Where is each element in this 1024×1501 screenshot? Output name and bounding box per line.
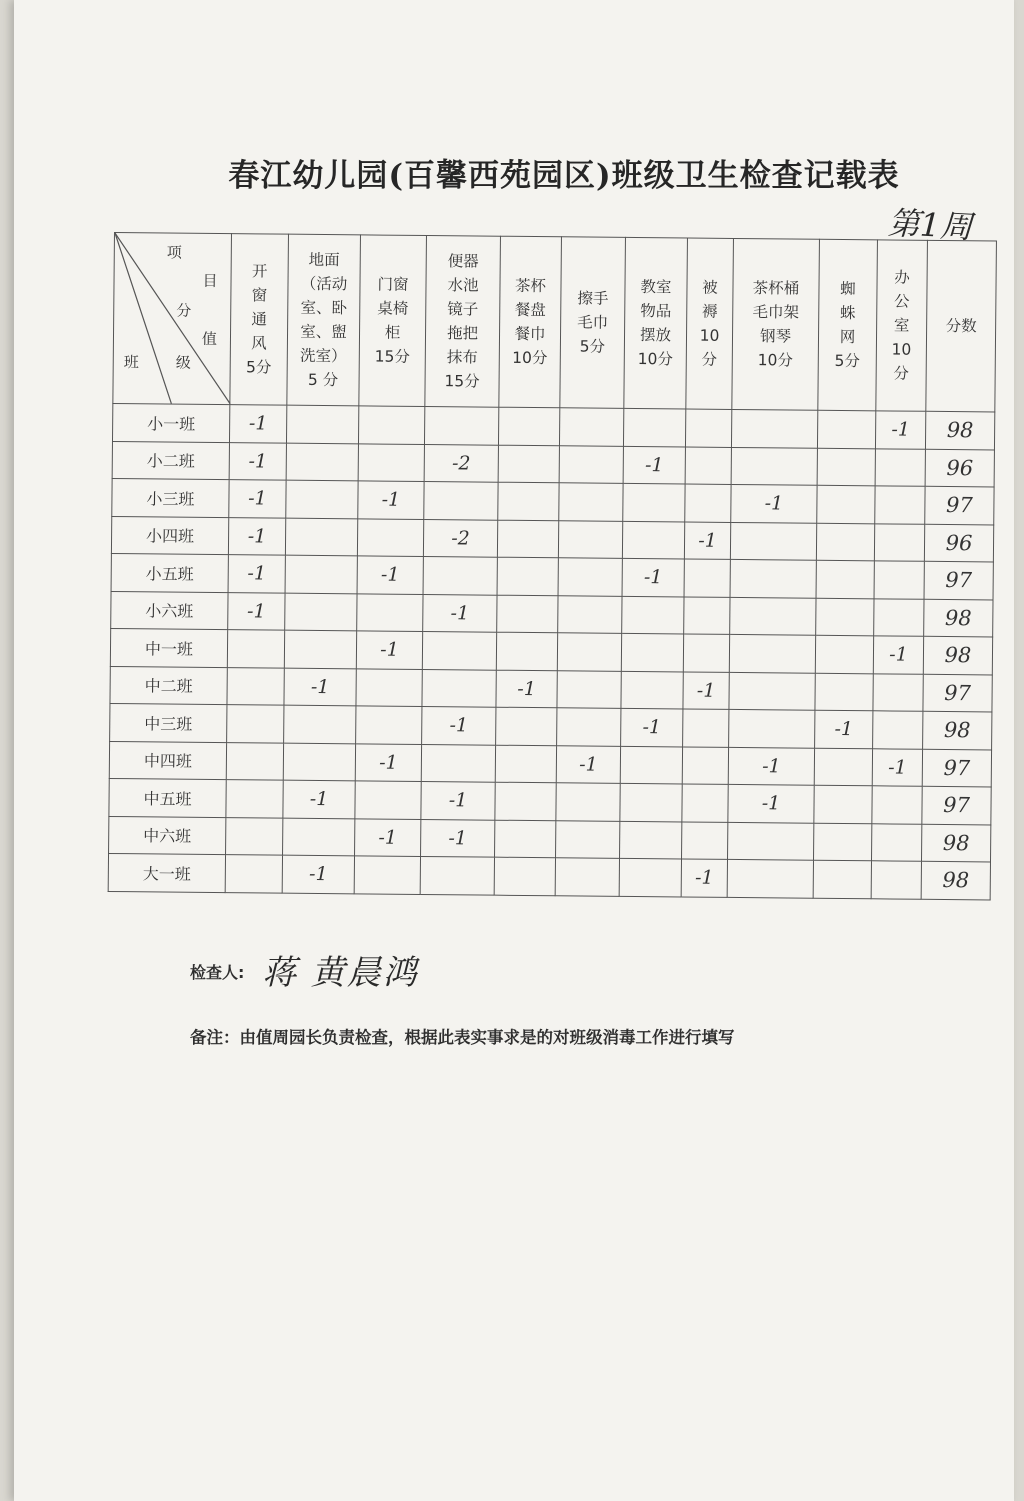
deduction-cell	[685, 484, 731, 522]
column-header-line: 办	[894, 268, 910, 287]
class-name-cell: 小一班	[112, 403, 229, 442]
column-header-line: 分	[893, 364, 910, 383]
column-header-line: 5分	[834, 351, 861, 371]
deduction-cell	[731, 447, 817, 485]
page-title: 春江幼儿园(百馨西苑园区)班级卫生检查记载表	[228, 158, 900, 194]
class-name-cell: 小六班	[111, 591, 228, 630]
deduction-cell	[814, 823, 872, 861]
deduction-cell	[422, 631, 496, 669]
column-header-line: 餐盘	[514, 300, 546, 320]
deduction-cell	[559, 408, 623, 446]
deduction-cell	[498, 482, 559, 520]
deduction-cell	[731, 409, 817, 447]
column-header-line: 5 分	[307, 370, 339, 390]
deduction-cell	[622, 521, 684, 559]
deduction-cell	[558, 520, 622, 558]
deduction-cell	[285, 518, 357, 556]
deduction-cell	[225, 855, 282, 893]
score-cell: 96	[924, 524, 993, 562]
class-name-cell: 小三班	[112, 478, 229, 517]
deduction-cell	[729, 709, 815, 747]
corner-level-char: 级	[175, 353, 191, 372]
deduction-cell: -1	[496, 670, 557, 708]
deduction-cell	[284, 630, 356, 668]
deduction-cell	[356, 706, 422, 744]
column-header-3	[425, 235, 501, 407]
deduction-cell	[817, 410, 875, 448]
deduction-cell	[286, 480, 358, 518]
column-header-6	[624, 237, 688, 409]
deduction-cell	[683, 709, 729, 747]
deduction-cell	[817, 448, 875, 486]
inspector-signature: 蒋 黄晨鸿	[262, 953, 419, 993]
column-header-line: 开	[251, 262, 268, 281]
column-header-line: 毛巾	[577, 313, 609, 332]
column-header-line: 室	[893, 316, 910, 335]
column-header-line: 窗	[251, 286, 268, 305]
score-cell: 98	[921, 824, 990, 862]
deduction-cell	[283, 743, 355, 781]
deduction-cell: -1	[355, 743, 421, 781]
deduction-cell	[729, 672, 815, 710]
deduction-cell	[286, 443, 358, 481]
score-cell: 98	[923, 711, 992, 749]
deduction-cell	[683, 634, 729, 672]
column-header-line: 室、盥	[300, 322, 347, 342]
deduction-cell: -1	[621, 708, 683, 746]
corner-header-cell	[113, 233, 232, 405]
corner-class-char: 班	[123, 353, 139, 372]
deduction-cell	[495, 820, 556, 858]
deduction-cell	[815, 673, 873, 711]
deduction-cell: -1	[872, 748, 922, 786]
corner-value-char: 值	[201, 329, 218, 348]
deduction-cell	[619, 858, 681, 896]
deduction-cell	[730, 559, 816, 597]
deduction-cell: -1	[421, 819, 495, 857]
deduction-cell: -1	[728, 784, 814, 822]
class-name-cell: 小四班	[111, 516, 228, 555]
deduction-cell	[559, 483, 623, 521]
deduction-cell	[498, 445, 559, 483]
deduction-cell	[421, 744, 495, 782]
column-header-line: 10	[891, 340, 912, 359]
column-header-line: 镜子	[447, 300, 479, 319]
deduction-cell	[875, 448, 925, 486]
deduction-cell	[817, 485, 875, 523]
deduction-cell: -1	[228, 592, 285, 630]
column-header-line: 10	[699, 326, 720, 345]
class-name-cell: 小五班	[111, 553, 228, 592]
column-header-line: 蜘	[840, 279, 856, 299]
column-header-10	[876, 240, 928, 411]
deduction-cell	[226, 742, 283, 780]
deduction-cell: -1	[683, 671, 729, 709]
deduction-cell	[286, 405, 358, 443]
deduction-cell	[285, 593, 357, 631]
column-header-line: 15分	[374, 347, 411, 366]
column-header-line: 室、卧	[300, 298, 348, 318]
deduction-cell	[557, 633, 621, 671]
class-name-cell: 大一班	[108, 853, 225, 892]
score-cell: 98	[925, 411, 994, 449]
class-name-cell: 中一班	[110, 628, 227, 667]
column-header-4	[499, 236, 562, 408]
deduction-cell	[814, 748, 872, 786]
score-cell: 97	[924, 561, 993, 599]
footnote: 备注：由值周园长负责检查，根据此表实事求是的对班级消毒工作进行填写	[190, 1028, 735, 1047]
deduction-cell	[873, 673, 923, 711]
deduction-cell	[620, 746, 682, 784]
column-header-line: 擦手	[577, 289, 609, 308]
deduction-cell	[623, 408, 685, 446]
deduction-cell	[498, 407, 559, 445]
deduction-cell	[815, 635, 873, 673]
deduction-cell: -1	[622, 558, 684, 596]
deduction-cell	[424, 406, 498, 444]
score-cell: 98	[924, 599, 993, 637]
column-header-line: 桌椅	[377, 299, 409, 318]
deduction-cell	[357, 518, 423, 556]
column-header-line: 10分	[512, 348, 548, 368]
column-header-line: 水池	[447, 276, 479, 295]
column-header-line: 门窗	[377, 275, 409, 294]
corner-item-char: 项	[166, 243, 182, 262]
header-row	[113, 233, 997, 412]
score-cell: 98	[923, 636, 992, 674]
deduction-cell	[285, 555, 357, 593]
deduction-cell: -1	[284, 668, 356, 706]
deduction-cell	[494, 857, 555, 895]
deduction-cell	[816, 598, 874, 636]
column-header-line: 拖把	[446, 324, 479, 343]
deduction-cell	[874, 523, 924, 561]
week-handwritten: 第1周	[886, 203, 974, 247]
column-header-line: （活动	[300, 274, 348, 294]
corner-score-char: 分	[176, 301, 192, 320]
deduction-cell	[559, 445, 623, 483]
corner-item-char2: 目	[202, 271, 218, 290]
deduction-cell: -1	[728, 747, 814, 785]
deduction-cell	[727, 859, 813, 897]
column-header-line: 风	[251, 334, 267, 353]
column-header-line: 茶杯	[514, 276, 547, 296]
inspection-table	[108, 232, 997, 900]
table-row	[108, 853, 990, 899]
deduction-cell	[358, 443, 424, 481]
deduction-cell	[682, 784, 728, 822]
deduction-cell	[557, 708, 621, 746]
deduction-cell	[684, 596, 730, 634]
deduction-cell	[816, 560, 874, 598]
deduction-cell	[556, 820, 620, 858]
class-name-cell: 小二班	[112, 441, 229, 480]
deduction-cell: -1	[228, 517, 285, 555]
column-header-line: 通	[251, 310, 268, 329]
deduction-cell: -1	[681, 859, 727, 897]
deduction-cell	[557, 670, 621, 708]
deduction-cell: -1	[356, 631, 422, 669]
class-name-cell: 中三班	[110, 703, 227, 742]
deduction-cell	[728, 822, 814, 860]
deduction-cell	[874, 598, 924, 636]
deduction-cell	[354, 856, 420, 894]
deduction-cell	[620, 821, 682, 859]
deduction-cell	[874, 561, 924, 599]
deduction-cell: -1	[815, 710, 873, 748]
column-header-line: 褥	[701, 302, 718, 321]
deduction-cell	[685, 409, 731, 447]
deduction-cell	[729, 634, 815, 672]
column-header-8	[732, 238, 820, 410]
deduction-cell: -1	[358, 481, 424, 519]
deduction-cell	[226, 817, 283, 855]
deduction-cell: -1	[684, 521, 730, 559]
column-header-0	[230, 234, 289, 406]
column-header-line: 便器	[447, 252, 479, 271]
deduction-cell	[358, 406, 424, 444]
deduction-cell	[872, 786, 922, 824]
deduction-cell: -1	[229, 480, 286, 518]
column-header-11	[926, 240, 997, 412]
column-header-line: 毛巾架	[752, 303, 800, 322]
deduction-cell	[871, 823, 921, 861]
score-cell: 97	[922, 786, 991, 824]
deduction-cell: -1	[355, 818, 421, 856]
deduction-cell	[813, 860, 871, 898]
deduction-cell: -1	[731, 484, 817, 522]
deduction-cell	[422, 669, 496, 707]
deduction-cell	[620, 783, 682, 821]
column-header-line: 10分	[637, 350, 673, 369]
column-header-line: 物品	[640, 302, 672, 321]
column-header-line: 茶杯桶	[752, 279, 800, 298]
deduction-cell: -1	[423, 594, 497, 632]
column-header-line: 洗室）	[299, 346, 347, 366]
deduction-cell	[495, 745, 556, 783]
deduction-cell	[497, 520, 558, 558]
score-cell: 97	[922, 749, 991, 787]
deduction-cell	[730, 522, 816, 560]
column-header-line: 被	[702, 278, 718, 297]
deduction-cell	[226, 780, 283, 818]
deduction-cell	[284, 705, 356, 743]
deduction-cell	[871, 861, 921, 899]
column-header-2	[359, 235, 427, 407]
deduction-cell	[283, 818, 355, 856]
class-name-cell: 中六班	[109, 816, 226, 855]
inspector-label: 检查人:	[190, 963, 245, 982]
deduction-cell: -1	[873, 636, 923, 674]
deduction-cell	[227, 630, 284, 668]
deduction-cell	[356, 668, 422, 706]
deduction-cell	[227, 667, 284, 705]
column-header-line: 分	[701, 350, 718, 369]
deduction-cell	[682, 746, 728, 784]
column-header-line: 餐巾	[514, 324, 546, 344]
deduction-cell	[420, 856, 494, 894]
column-header-line: 地面	[308, 250, 340, 270]
deduction-cell: -1	[357, 556, 423, 594]
deduction-cell	[355, 781, 421, 819]
column-header-line: 抹布	[446, 348, 478, 367]
column-header-line: 钢琴	[759, 327, 792, 346]
deduction-cell	[496, 707, 557, 745]
deduction-cell	[623, 483, 685, 521]
deduction-cell: -1	[623, 446, 685, 484]
column-header-1	[287, 234, 361, 406]
column-header-line: 5分	[579, 337, 606, 356]
deduction-cell	[730, 597, 816, 635]
deduction-cell	[816, 523, 874, 561]
deduction-cell	[495, 782, 556, 820]
deduction-cell	[227, 705, 284, 743]
deduction-cell	[875, 486, 925, 524]
deduction-cell	[873, 711, 923, 749]
column-header-9	[818, 239, 878, 411]
column-header-5	[560, 237, 626, 409]
deduction-cell	[424, 481, 498, 519]
deduction-cell: -1	[229, 442, 286, 480]
deduction-cell	[497, 557, 558, 595]
deduction-cell: -1	[228, 555, 285, 593]
deduction-cell	[682, 821, 728, 859]
deduction-cell: -1	[229, 405, 286, 443]
column-header-line: 网	[839, 327, 856, 347]
score-cell: 96	[925, 449, 994, 487]
column-header-7	[686, 238, 734, 409]
deduction-cell	[423, 556, 497, 594]
deduction-cell: -1	[421, 781, 495, 819]
column-header-line: 5分	[245, 358, 272, 377]
deduction-cell	[685, 446, 731, 484]
score-cell: 97	[923, 674, 992, 712]
deduction-cell: -1	[283, 780, 355, 818]
deduction-cell: -2	[423, 519, 497, 557]
column-header-line: 摆放	[639, 326, 672, 345]
deduction-cell: -2	[424, 444, 498, 482]
column-header-line: 分数	[945, 316, 977, 336]
deduction-cell	[497, 595, 558, 633]
class-name-cell: 中二班	[110, 666, 227, 705]
deduction-cell	[357, 593, 423, 631]
score-cell: 97	[925, 486, 994, 524]
column-header-line: 蛛	[839, 303, 856, 323]
deduction-cell: -1	[282, 855, 354, 893]
deduction-cell	[684, 559, 730, 597]
deduction-cell	[814, 785, 872, 823]
deduction-cell	[558, 558, 622, 596]
column-header-line: 教室	[640, 278, 672, 297]
deduction-cell	[496, 632, 557, 670]
column-header-line: 公	[894, 292, 910, 311]
column-header-line: 10分	[757, 351, 793, 370]
class-name-cell: 中四班	[109, 741, 226, 780]
deduction-cell	[621, 633, 683, 671]
deduction-cell: -1	[422, 706, 496, 744]
score-cell: 98	[921, 861, 990, 899]
column-header-line: 15分	[444, 372, 480, 391]
deduction-cell	[621, 671, 683, 709]
deduction-cell	[555, 858, 619, 896]
deduction-cell	[558, 595, 622, 633]
deduction-cell	[556, 783, 620, 821]
table-body	[108, 403, 995, 899]
deduction-cell: -1	[875, 411, 925, 449]
deduction-cell	[622, 596, 684, 634]
deduction-cell: -1	[556, 745, 620, 783]
class-name-cell: 中五班	[109, 778, 226, 817]
column-header-line: 柜	[384, 323, 401, 342]
